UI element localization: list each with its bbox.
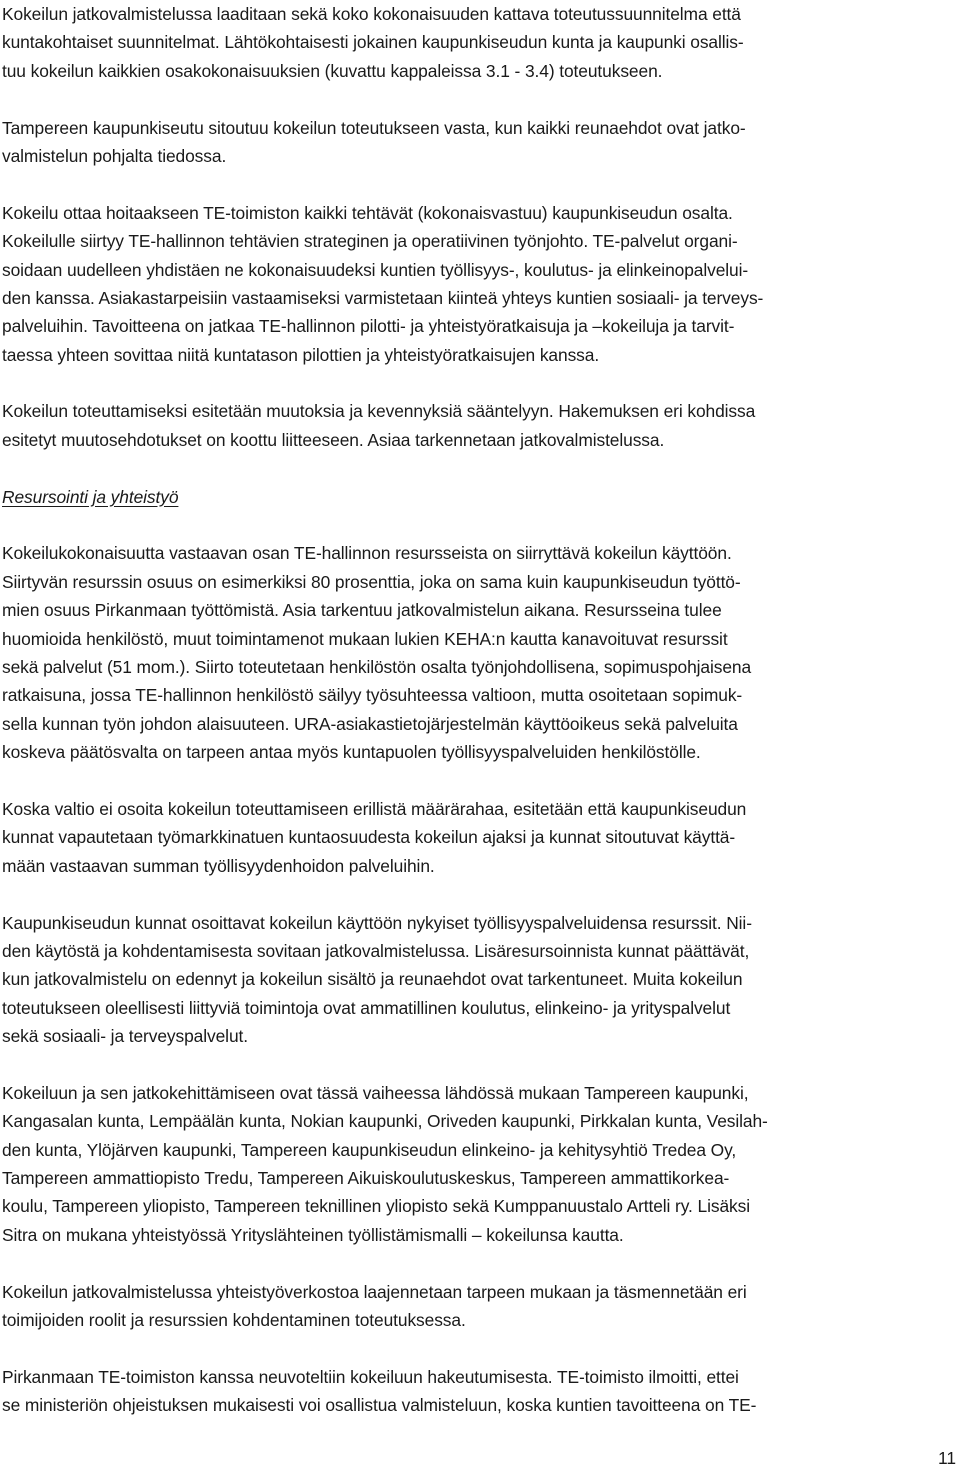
document-page	[2, 0, 958, 1420]
text-line: den kanssa. Asiakastarpeisiin vastaamiseksi varmistetaan kiinteä yhteys kuntien sosiaali- ja terveys-	[2, 287, 764, 308]
text-line: mien osuus Pirkanmaan työttömistä. Asia tarkentuu jatkovalmistelun aikana. Resursseina tulee	[2, 600, 722, 621]
text-line: kuntakohtaiset suunnitelmat. Lähtökohtaisesti jokainen kaupunkiseudun kunta ja kaupunki osallis-	[2, 32, 744, 53]
text-line: sekä palvelut (51 mom.). Siirto toteutetaan henkilöstön osalta työnjohdollisena, sopimuspohjaisena	[2, 656, 752, 677]
text-line: Kokeilun toteuttamiseksi esitetään muutoksia ja kevennyksiä sääntelyyn. Hakemuksen eri kohdissa	[2, 401, 756, 422]
text-line: Tampereen kaupunkiseutu sitoutuu kokeilun toteutukseen vasta, kun kaikki reunaehdot ovat jatko-	[2, 117, 746, 138]
text-line: se ministeriön ohjeistuksen mukaisesti voi osallistua valmisteluun, koska kuntien tavoitteena on TE-	[2, 1395, 757, 1416]
page-number: 11	[937, 1448, 956, 1468]
text-line: taessa yhteen sovittaa niitä kuntatason pilottien ja yhteistyöratkaisujen kanssa.	[2, 344, 600, 365]
paragraph-te-office-tasks	[2, 199, 958, 369]
paragraph-te-negotiation	[2, 1363, 958, 1420]
paragraph-regulation-changes	[2, 397, 958, 454]
text-line: Kangasalan kunta, Lempäälän kunta, Nokian kaupunki, Oriveden kaupunki, Pirkkalan kunta, Vesilah-	[2, 1111, 768, 1132]
text-line: huomioida henkilöstö, muut toimintamenot mukaan lukien KEHA:n kautta kanavoituvat resurssit	[2, 628, 728, 649]
text-line: Pirkanmaan TE-toimiston kanssa neuvoteltiin kokeiluun hakeutumisesta. TE-toimisto ilmoitti, ettei	[2, 1366, 739, 1387]
text-line: mään vastaavan summan työllisyydenhoidon palveluihin.	[2, 855, 435, 876]
text-line: toimijoiden roolit ja resurssien kohdentaminen toteutuksessa.	[2, 1309, 466, 1330]
text-line: valmistelun pohjalta tiedossa.	[2, 145, 227, 166]
text-line: den kunta, Ylöjärven kaupunki, Tampereen kaupunkiseudun elinkeino- ja kehitysyhtiö Tredea Oy,	[2, 1139, 737, 1160]
text-line: Tampereen ammattiopisto Tredu, Tampereen Aikuiskoulutuskeskus, Tampereen ammattikorkea-	[2, 1168, 730, 1189]
text-line: Siirtyvän resurssin osuus on esimerkiksi 80 prosenttia, joka on sama kuin kaupunkiseudun työttö-	[2, 571, 741, 592]
text-line: sekä sosiaali- ja terveyspalvelut.	[2, 1026, 248, 1047]
text-line: sella kunnan työn johdon alaisuuteen. URA-asiakastietojärjestelmän käyttöoikeus sekä palveluita	[2, 713, 738, 734]
text-line: Kokeilun jatkovalmistelussa yhteistyöverkostoa laajennetaan tarpeen mukaan ja täsmennetään eri	[2, 1281, 747, 1302]
text-line: Sitra on mukana yhteistyössä Yrityslähteinen työllistämismalli – kokeilunsa kautta.	[2, 1224, 624, 1245]
text-line: kunnat vapautetaan työmarkkinatuen kuntaosuudesta kokeilun ajaksi ja kunnat sitoutuvat käyttä-	[2, 827, 736, 848]
section-heading-resursointi: Resursointi ja yhteistyö	[2, 486, 179, 507]
paragraph-commitment	[2, 114, 958, 171]
paragraph-funding	[2, 795, 958, 880]
paragraph-network	[2, 1278, 958, 1335]
text-line: Kaupunkiseudun kunnat osoittavat kokeilun käyttöön nykyiset työllisyyspalveluidensa resurssit. Nii-	[2, 912, 752, 933]
paragraph-resource-transfer	[2, 539, 958, 766]
text-line: Koska valtio ei osoita kokeilun toteuttamiseen erillistä määrärahaa, esitetään että kaupunkiseudun	[2, 798, 747, 819]
text-line: esitetyt muutosehdotukset on koottu liitteeseen. Asiaa tarkennetaan jatkovalmistelussa.	[2, 429, 665, 450]
text-line: tuu kokeilun kaikkien osakokonaisuuksien (kuvattu kappaleissa 3.1 - 3.4) toteutukseen.	[2, 60, 663, 81]
text-line: den käytöstä ja kohdentamisesta sovitaan jatkovalmistelussa. Lisäresursoinnista kunnat päättävät,	[2, 940, 750, 961]
paragraph-municipal-resources	[2, 909, 958, 1051]
text-line: soidaan uudelleen yhdistäen ne kokonaisuudeksi kuntien työllisyys-, koulutus- ja elinkeinopalvelui-	[2, 259, 749, 280]
paragraph-implementation-plan	[2, 0, 958, 85]
text-line: Kokeilun jatkovalmistelussa laaditaan sekä koko kokonaisuuden kattava toteutussuunnitelma että	[2, 4, 741, 24]
section-heading	[2, 483, 958, 511]
text-line: koulu, Tampereen yliopisto, Tampereen teknillinen yliopisto sekä Kumppanuustalo Artteli ry. Lisäksi	[2, 1196, 750, 1217]
text-line: palveluihin. Tavoitteena on jatkaa TE-hallinnon pilotti- ja yhteistyöratkaisuja ja –kokeiluja ja tarvit-	[2, 316, 735, 337]
paragraph-participants	[2, 1079, 958, 1249]
text-line: Kokeiluun ja sen jatkokehittämiseen ovat tässä vaiheessa lähdössä mukaan Tampereen kaupunki,	[2, 1082, 749, 1103]
text-line: Kokeilulle siirtyy TE-hallinnon tehtävien strateginen ja operatiivinen työnjohto. TE-palvelut organi-	[2, 231, 738, 252]
text-line: koskeva päätösvalta on tarpeen antaa myös kuntapuolen työllisyyspalveluiden henkilöstölle.	[2, 742, 701, 763]
text-line: Kokeilukokonaisuutta vastaavan osan TE-hallinnon resursseista on siirryttävä kokeilun käyttöön.	[2, 543, 732, 564]
text-line: Kokeilu ottaa hoitaakseen TE-toimiston kaikki tehtävät (kokonaisvastuu) kaupunkiseudun osalta.	[2, 202, 733, 223]
text-line: kun jatkovalmistelu on edennyt ja kokeilun sisältö ja reunaehdot ovat tarkentuneet. Muita kokeilun	[2, 969, 743, 990]
text-line: toteutukseen oleellisesti liittyviä toimintoja ovat ammatillinen koulutus, elinkeino- ja yrityspalvelut	[2, 997, 731, 1018]
text-line: ratkaisuna, jossa TE-hallinnon henkilöstö säilyy työsuhteessa valtioon, mutta osoitetaan sopimuk-	[2, 685, 743, 706]
